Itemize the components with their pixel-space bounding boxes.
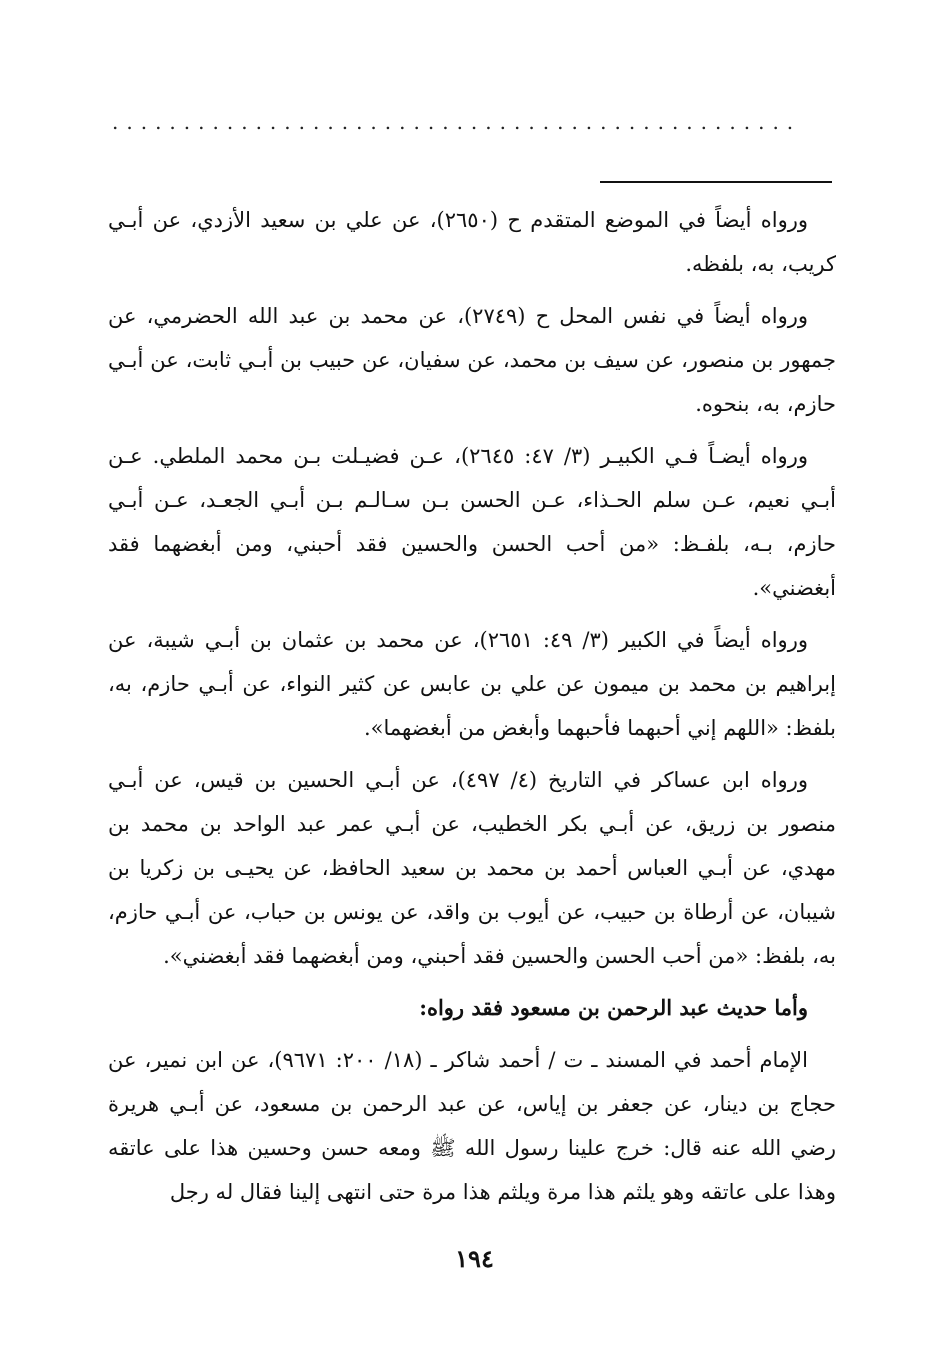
paragraph-7: الإمام أحمد في المسند ـ ت / أحمد شاكر ـ (١٨/ ٢٠٠: ٩٦٧١)، عن ابن نمير، عن حجاج بن دينار، عن جعفر بن إياس، عن عبد الرحمن بن مسعود، عن أبـي هريرة رضي الله عنه قال: خرج علينا رسول الله ﷺ ومعه حسن وحسين هذا على عاتقه وهذا على عاتقه وهو يلثم هذا مرة ويلثم هذا مرة حتى انتهى إلينا فقال له رجل xyxy=(108,1048,836,1204)
paragraph-4: ورواه أيضاً في الكبير (٣/ ٤٩: ٢٦٥١)، عن محمد بن عثمان بن أبـي شيبة، عن إبراهيم بن محمد بن ميمون عن علي بن عابس عن كثير النواء، عن أبـي حازم، به، بلفظ: «اللهم إني أحبهما فأحبهما وأبغض من أبغضهما». xyxy=(108,628,836,740)
footnote-rule xyxy=(600,181,832,183)
paragraph-2: ورواه أيضاً في نفس المحل ح (٢٧٤٩)، عن محمد بن عبد الله الحضرمي، عن جمهور بن منصور، عن سيف بن محمد، عن سفيان، عن حبيب بن أبـي ثابت، عن أبـي حازم، به، بنحوه. xyxy=(108,304,836,416)
paragraph-5: ورواه ابن عساكر في التاريخ (٤/ ٤٩٧)، عن أبـي الحسين بن قيس، عن أبـي منصور بن زريق، عن أبـي بكر الخطيب، عن أبـي عمر عبد الواحد بن محمد بن مهدي، عن أبـي العباس أحمد بن محمد بن سعيد الحافظ، عن يحيـى بن زكريا بن شيبان، عن أرطاة بن حبيب، عن أيوب بن واقد، عن يونس بن حباب، عن أبـي حازم، به، بلفظ: «من أحب الحسن والحسين فقد أحبني، ومن أبغضهما فقد أبغضني». xyxy=(108,768,836,968)
section-heading: وأما حديث عبد الرحمن بن مسعود فقد رواه: xyxy=(419,995,808,1020)
page-number: ١٩٤ xyxy=(455,1244,494,1273)
dotted-separator: ................................................ xyxy=(112,112,802,132)
page-body xyxy=(108,198,836,1222)
paragraph-3: ورواه أيضـاً فـي الكبيـر (٣/ ٤٧: ٢٦٤٥)، عـن فضيـلت بـن محمد الملطي. عـن أبـي نعيم، عـن سلم الحـذاء، عـن الحسن بـن سـالـم بـن أبـي الجعـد، عـن أبـي حازم، بـه، بلفـظ: «من أحب الحسن والحسين فقد أحبني، ومن أبغضهما فقد أبغضني». xyxy=(108,444,836,600)
paragraph-1: ورواه أيضاً في الموضع المتقدم ح (٢٦٥٠)، عن علي بن سعيد الأزدي، عن أبـي كريب، به، بلفظه. xyxy=(108,208,836,276)
